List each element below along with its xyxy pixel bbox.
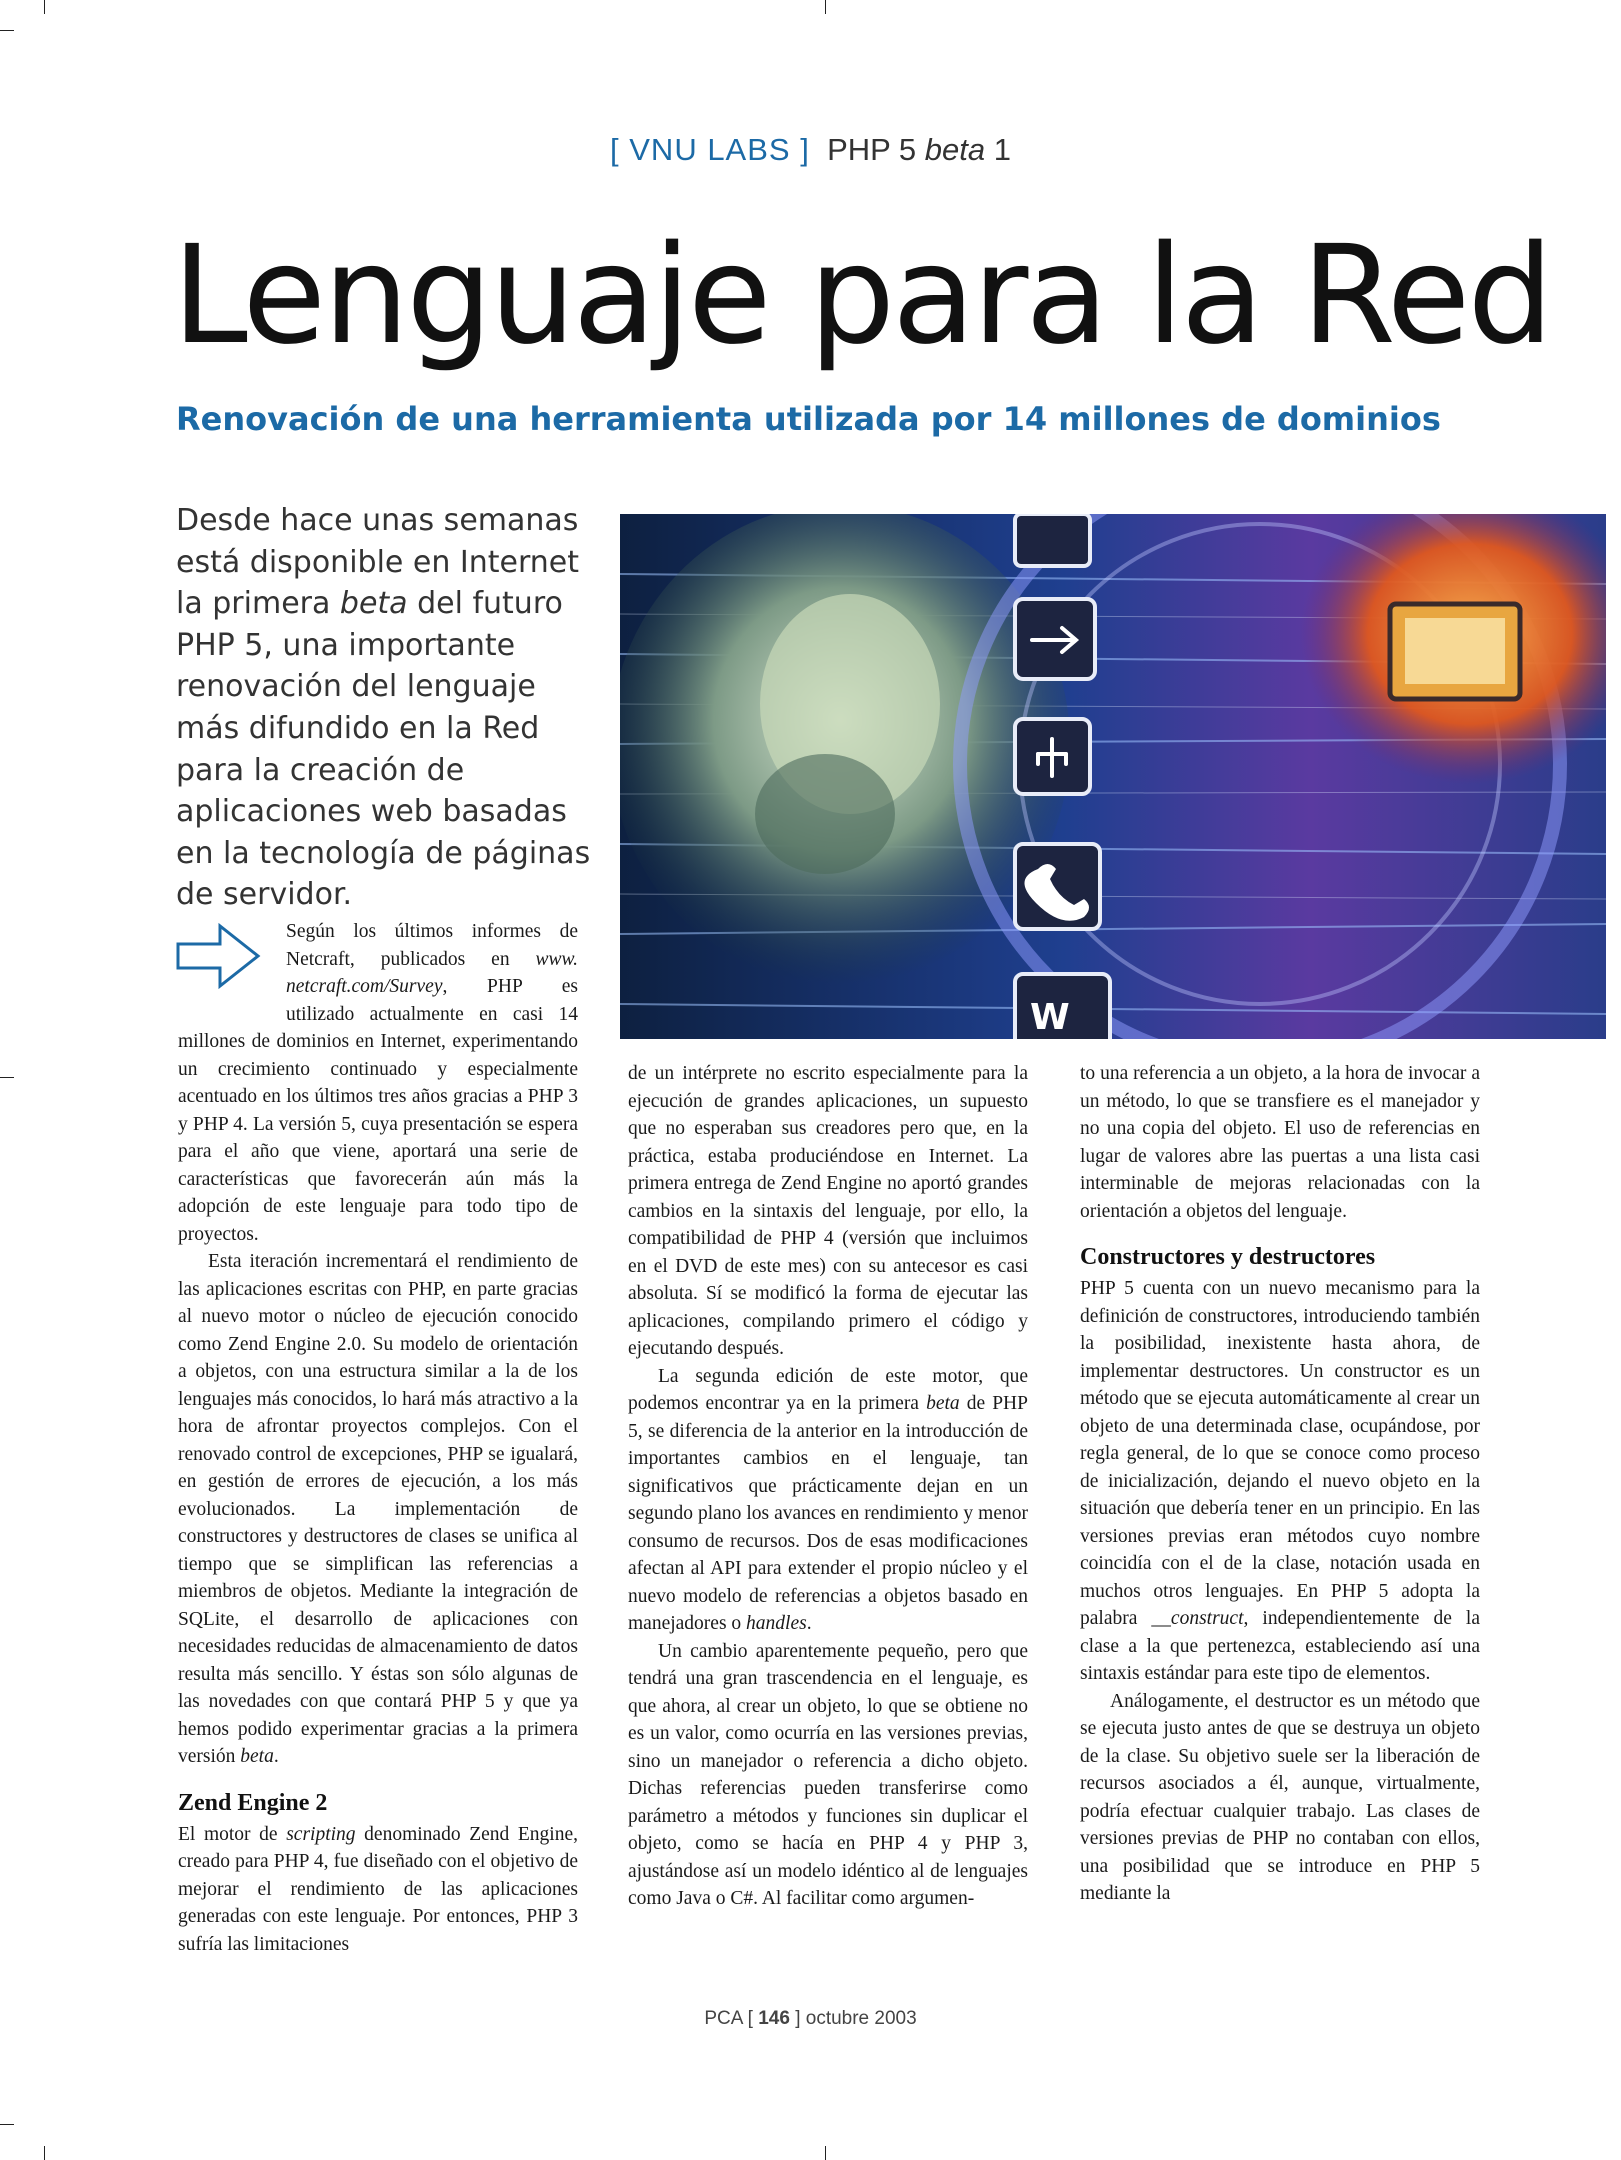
p2-italic: beta xyxy=(240,1746,274,1767)
bracket-open: [ xyxy=(747,2008,753,2029)
intro-italic: beta xyxy=(339,586,408,622)
section-tag: [ VNU LABS ] xyxy=(610,132,810,167)
column-3 xyxy=(1080,1060,1480,1908)
paragraph xyxy=(1080,1275,1480,1688)
lead-paragraph xyxy=(178,918,578,1248)
column-2 xyxy=(628,1060,1028,1913)
crop-mark xyxy=(0,2124,14,2125)
paragraph xyxy=(628,1363,1028,1638)
article-subtitle: Renovación de una herramienta utilizada por 14 millones de dominios xyxy=(176,400,1441,438)
article-intro xyxy=(176,500,606,916)
hero-illustration xyxy=(620,514,1606,1039)
heading-constructores: Constructores y destructores xyxy=(1080,1244,1376,1270)
bracket-close: ] xyxy=(795,2008,801,2029)
paragraph: Un cambio aparentemente pequeño, pero que tendrá una gran trascendencia en el lenguaje, es que ahora, al crear un objeto, lo que se obtiene no es un valor, como ocurría en las versiones previas, sino un manejador o referencia a dicho objeto. Dichas referencias pueden transferirse como parámetro a métodos y funciones sin duplicar el objeto, como se hacía en PHP 4 y PHP 3, ajustándose así un modelo idéntico al de lenguajes como Java o C#. Al facilitar como argumen- xyxy=(628,1640,1028,1909)
paragraph xyxy=(178,1248,578,1771)
c2p2-text-b: de PHP 5, se diferencia de la anterior en la introducción de importantes cambios en el lenguaje, tan significativos que prácticamente dejan en un segundo plano los avances en rendimiento y menor consumo de recursos. Dos de esas modificaciones afectan al API para extender el propio núcleo y el nuevo modelo de referencias a objetos basado en manejadores o xyxy=(628,1393,1028,1634)
intro-text-b: del futuro PHP 5, una importante renovación del lenguaje más difundido en la Red para la creación de aplicaciones web basadas en la tecnología de páginas de servidor. xyxy=(176,586,591,913)
lead-text-a: Según los últimos informes de Netcraft, publicados en xyxy=(286,921,578,970)
lead-text-b: , PHP es utilizado actualmente en casi 14 millones de dominios en Internet, experimentando un crecimiento continuado y especialmente acentuado en los últimos tres años gracias a PHP 3 y PHP 4. La versión 5, cuya presentación se espera para el año que viene, aportará una serie de características que favorecerán aún más la adopción de este lenguaje para todo tipo de proyectos. xyxy=(178,976,578,1245)
c2p2-italic: beta xyxy=(926,1393,960,1414)
heading-zend-engine: Zend Engine 2 xyxy=(178,1789,328,1816)
article-title: Lenguaje para la Red xyxy=(172,217,1551,375)
paragraph xyxy=(178,1821,578,1959)
paragraph: de un intérprete no escrito especialmente para la ejecución de grandes aplicaciones, un supuesto que no esperaban sus creadores pero que, en la práctica, estaba produciéndose en Internet. La primera entrega de Zend Engine no aportó grandes cambios en la sintaxis del lenguaje, por ello, la compatibilidad de PHP 4 (versión que incluimos en el DVD de este mes) con su antecesor es casi absoluta. Sí se modificó la forma de ejecutar las aplicaciones, compilando primero el código y ejecutando después. xyxy=(628,1063,1028,1359)
c3p2-text-a: PHP 5 cuenta con un nuevo mecanismo para la definición de constructores, introduciendo también la posibilidad, inexistente hasta ahora, de implementar destructores. Un constructor es un método que se ejecuta automáticamente al crear un objeto de una determinada clase, ocupándose, por regla general, de lo que se conoce como proceso de inicialización, dejando el nuevo objeto en la situación que debería tener en un principio. En las versiones previas eran métodos cuyo nombre coincidía con el de la clase, notación usada en muchos otros lenguajes. En PHP 5 adopta la palabra xyxy=(1080,1278,1480,1629)
lead-url: www. xyxy=(535,948,578,970)
issue-date: octubre 2003 xyxy=(805,2008,917,2029)
crop-mark xyxy=(825,0,826,14)
magazine-name: PCA xyxy=(704,2008,743,2029)
c3p2-italic: __construct xyxy=(1151,1608,1244,1629)
c2p2-text-c: . xyxy=(806,1613,812,1634)
p3-italic: scripting xyxy=(286,1823,356,1845)
svg-text:W: W xyxy=(1030,997,1070,1038)
c2p2-italic-2: handles xyxy=(746,1613,807,1634)
paragraph: to una referencia a un objeto, a la hora de invocar a un método, lo que se transfiere es el manejador y no una copia del objeto. El uso de referencias en lugar de valores abre las puertas a una lista casi interminable de mejoras relacionadas con la orientación a objetos del lenguaje. xyxy=(1080,1063,1480,1222)
crop-mark xyxy=(825,2146,826,2160)
p3-text-b: denominado Zend Engine, creado para PHP 4, fue diseñado con el objetivo de mejorar el rendimiento de las aplicaciones generadas con este lenguaje. Por entonces, PHP 3 sufría las limitaciones xyxy=(178,1823,578,1955)
c3p2-text-b: , independientemente de la clase a la que pertenezca, estableciendo así una sintaxis estándar para este tipo de elementos. xyxy=(1080,1608,1480,1684)
p2-text-a: Esta iteración incrementará el rendimiento de las aplicaciones escritas con PHP, en parte gracias al nuevo motor o núcleo de ejecución conocido como Zend Engine 2.0. Su modelo de orientación a objetos, con una estructura similar a la de los lenguajes más conocidos, lo hará más atractivo a la hora de afrontar proyectos complejos. Con el renovado control de excepciones, PHP se igualará, en gestión de errores de ejecución, a los más evolucionados. La implementación de constructores y destructores de clases se unifica al tiempo que se simplifican las referencias a miembros de objetos. Mediante la integración de SQLite, el desarrollo de aplicaciones con necesidades reducidas de almacenamiento de datos resulta más sencillo. Y éstas son sólo algunas de las novedades con que contará PHP 5 y que ya hemos podido experimentar gracias a la primera versión xyxy=(178,1251,578,1767)
paragraph: Análogamente, el destructor es un método que se ejecuta justo antes de que se destruya un objeto de la clase. Su objetivo suele ser la liberación de recursos asociados a él, aunque, virtualmente, podría efectuar cualquier trabajo. Las clases de versiones previas de PHP no contaban con ellos, una posibilidad que se introduce en PHP 5 mediante la xyxy=(1080,1690,1480,1904)
crop-mark xyxy=(0,1077,14,1078)
running-header xyxy=(0,132,1621,168)
topic-prefix: PHP 5 xyxy=(827,132,917,167)
page-footer xyxy=(0,2008,1621,2030)
column-1-body xyxy=(178,918,578,1958)
topic-italic: beta xyxy=(924,132,986,167)
intro-text-a: Desde hace unas semanas está disponible en Internet la primera xyxy=(176,503,580,622)
topic-suffix: 1 xyxy=(993,132,1011,167)
crop-mark xyxy=(44,0,45,14)
crop-mark xyxy=(44,2146,45,2160)
p3-text-a: El motor de xyxy=(178,1823,287,1845)
page-number: 146 xyxy=(758,2008,790,2029)
arrow-spacer xyxy=(178,918,286,1018)
crop-mark xyxy=(0,30,14,31)
lead-url-2: netcraft.com/Survey xyxy=(286,976,443,997)
p2-text-b: . xyxy=(273,1746,279,1767)
c2p2-text-a: La segunda edición de este motor, que podemos encontrar ya en la primera xyxy=(628,1365,1028,1414)
